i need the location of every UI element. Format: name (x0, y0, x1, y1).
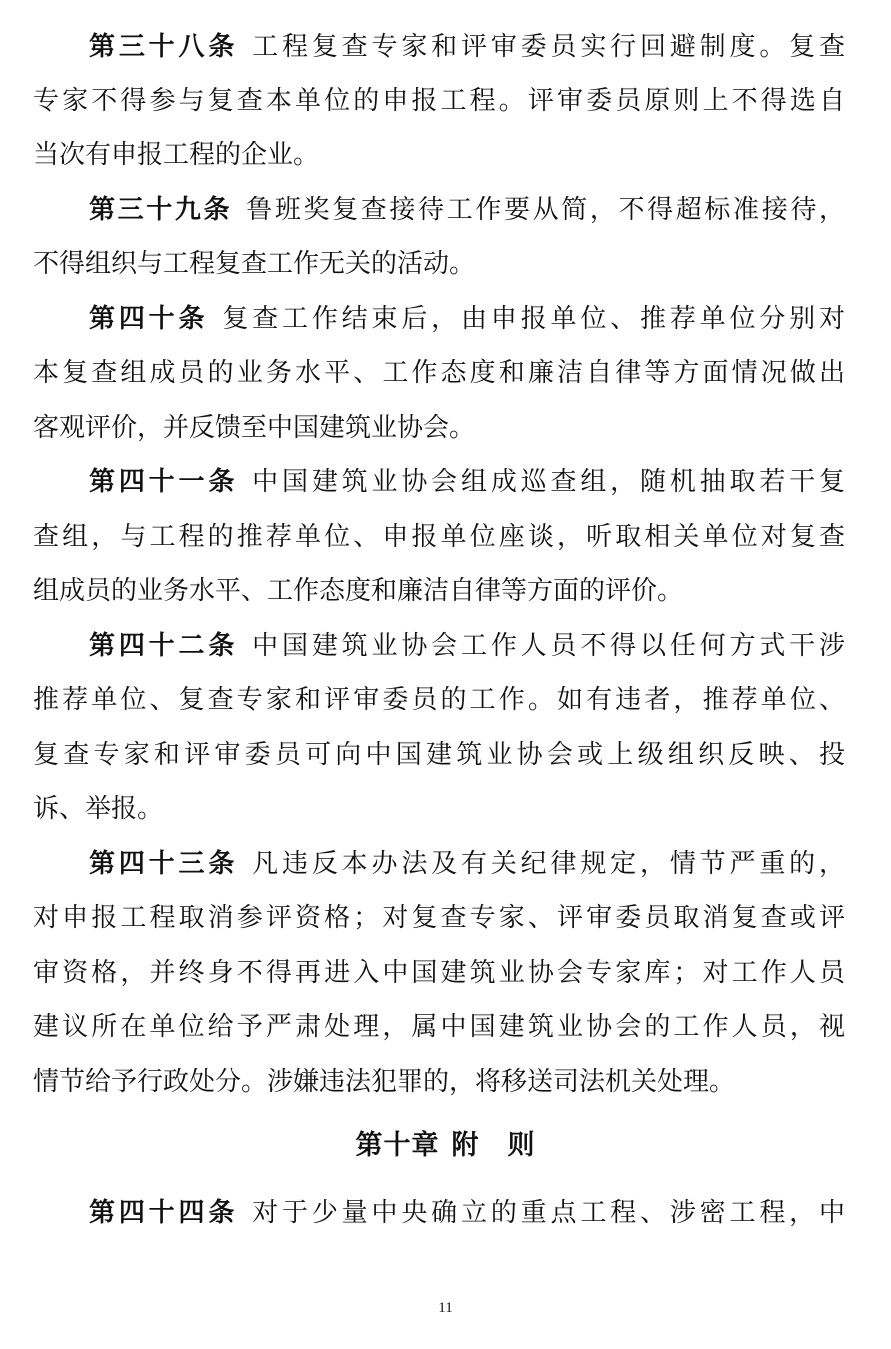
article-41-line-1 (89, 455, 845, 509)
article-text: 本复查组成员的业务水平、工作态度和廉洁自律等方面情况做出 (33, 358, 845, 388)
article-text: 专家不得参与复查本单位的申报工程。评审委员原则上不得选自 (33, 86, 845, 116)
article-text: 凡违反本办法及有关纪律规定，情节严重的， (252, 849, 845, 879)
article-text: 情节给予行政处分。涉嫌违法犯罪的，将移送司法机关处理。 (33, 1067, 736, 1097)
article-text: 鲁班奖复查接待工作要从简，不得超标准接待， (246, 195, 845, 225)
article-43-line-1 (89, 837, 845, 891)
chapter-title-part-1: 附 (451, 1130, 480, 1161)
article-40-line-1 (89, 292, 845, 346)
article-38-line-3 (33, 128, 845, 182)
chapter-title-part-2: 则 (507, 1130, 536, 1161)
article-42-line-1 (89, 619, 845, 673)
article-text: 工程复查专家和评审委员实行回避制度。复查 (252, 32, 845, 62)
article-44-heading: 第四十四条 (89, 1198, 239, 1228)
article-39-line-1 (89, 183, 845, 237)
article-text: 客观评价，并反馈至中国建筑业协会。 (33, 413, 476, 443)
article-40-line-3 (33, 401, 845, 455)
article-38-line-2 (33, 74, 845, 128)
article-42-line-4 (33, 782, 845, 836)
article-text: 中国建筑业协会工作人员不得以任何方式干涉 (252, 631, 845, 661)
article-text: 中国建筑业协会组成巡查组，随机抽取若干复 (252, 467, 845, 497)
article-38-line-1 (89, 20, 845, 74)
article-text: 复查专家和评审委员可向中国建筑业协会或上级组织反映、投 (33, 740, 845, 770)
article-42-line-2 (33, 673, 845, 727)
article-text: 审资格，并终身不得再进入中国建筑业协会专家库；对工作人员 (33, 958, 845, 988)
article-text: 组成员的业务水平、工作态度和廉洁自律等方面的评价。 (33, 576, 684, 606)
article-39-heading: 第三十九条 (89, 195, 233, 225)
article-41-line-3 (33, 564, 845, 618)
article-41-heading: 第四十一条 (89, 467, 239, 497)
chapter-number: 第十章 (355, 1130, 440, 1161)
article-41-line-2 (33, 510, 845, 564)
article-text: 诉、举报。 (33, 794, 164, 824)
article-text: 不得组织与工程复查工作无关的活动。 (33, 249, 476, 279)
article-42-line-3 (33, 728, 845, 782)
article-text: 对申报工程取消参评资格；对复查专家、评审委员取消复查或评 (33, 903, 845, 933)
article-43-line-2 (33, 891, 845, 945)
article-43-line-3 (33, 946, 845, 1000)
page-number: 11 (438, 1300, 453, 1316)
article-text: 建议所在单位给予严肃处理，属中国建筑业协会的工作人员，视 (33, 1012, 845, 1042)
article-42-heading: 第四十二条 (89, 631, 239, 661)
article-43-line-5 (33, 1055, 845, 1109)
article-text: 对于少量中央确立的重点工程、涉密工程，中 (252, 1198, 845, 1228)
article-43-heading: 第四十三条 (89, 849, 239, 879)
article-text: 查组，与工程的推荐单位、申报单位座谈，听取相关单位对复查 (33, 522, 845, 552)
article-38-heading: 第三十八条 (89, 32, 239, 62)
article-40-heading: 第四十条 (89, 304, 209, 334)
article-43-line-4 (33, 1000, 845, 1054)
article-text: 复查工作结束后，由申报单位、推荐单位分别对 (222, 304, 845, 334)
chapter-heading (0, 1119, 891, 1173)
article-text: 推荐单位、复查专家和评审委员的工作。如有违者，推荐单位、 (33, 685, 845, 715)
article-39-line-2 (33, 237, 845, 291)
article-40-line-2 (33, 346, 845, 400)
article-44-line-1 (89, 1186, 845, 1240)
article-text: 当次有申报工程的企业。 (33, 140, 320, 170)
